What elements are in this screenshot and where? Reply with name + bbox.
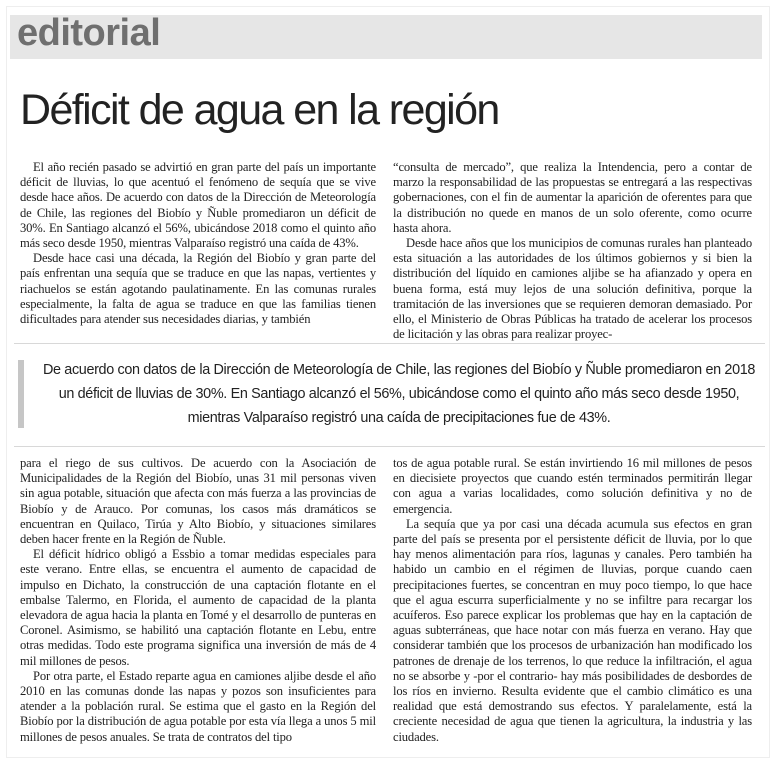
headline: Déficit de agua en la región bbox=[20, 86, 499, 134]
body-column-4 bbox=[393, 456, 752, 745]
paragraph: La sequía que ya por casi una década acumula sus efectos en gran parte del país se presenta por el persistente déficit de lluvia, por lo que hay menos alimentación para ríos, lagunas y canales. Pero también ha habido un cambio en el régimen de lluvias, porque cuando caen precipitaciones fuertes, se concentran en muy poco tiempo, lo que hace que el agua escurra superficialmente y no se infiltre para recargar los acuíferos. Eso parece explicar los problemas que hay en la captación de aguas subterráneas, que hace notar con más fuerza en verano. Hay que considerar también que los procesos de urbanización han modificado los patrones de drenaje de los terrenos, lo que reduce la infiltración, el agua no se absorbe y -por el contrario- hay más posibilidades de desbordes de los ríos en invierno. Resulta evidente que el cambio climático es una realidad que está demostrando sus efectos. Y paralelamente, está la creciente necesidad de agua que tienen la agricultura, la industria y las ciudades. bbox=[393, 516, 752, 744]
paragraph: tos de agua potable rural. Se están invirtiendo 16 mil millones de pesos en diecisiete proyectos que cuando estén terminados permitirán llegar con agua a varias localidades, como solución definitiva y no de emergencia. bbox=[393, 456, 752, 516]
paragraph: El déficit hídrico obligó a Essbio a tomar medidas especiales para este verano. Entre ellas, se encuentra el aumento de capacidad de impulso en Dichato, la construcción de una captación flotante en el embalse Talermo, en Florida, el aumento de capacidad de la planta elevadora de agua hacia la planta en Tomé y el desarrollo de punteras en Coronel. Asimismo, se habilitó una captación flotante en Lebu, entre otras medidas. Todo este programa significa una inversión de más de 4 mil millones de pesos. bbox=[20, 547, 376, 668]
pull-quote: De acuerdo con datos de la Dirección de Meteorología de Chile, las regiones del Biobío y Ñuble promediaron en 2018 un déficit de lluvias de 30%. En Santiago alcanzó el 56%, ubicándose como el quinto año más seco desde 1950, mientras Valparaíso registró una caída de precipitaciones fue de 43%. bbox=[42, 362, 756, 426]
body-column-1 bbox=[20, 160, 376, 327]
paragraph: El año recién pasado se advirtió en gran parte del país un importante déficit de lluvias, lo que acentuó el fenómeno de sequía que se vive desde hace años. De acuerdo con datos de la Dirección de Meteorología de Chile, las regiones del Biobío y Ñuble promediaron un déficit de 30%. En Santiago alcanzó el 56%, ubicándose 2018 como el quinto año más seco desde 1950, mientras Valparaíso registró una caída de 43%. bbox=[20, 160, 376, 251]
paragraph: para el riego de sus cultivos. De acuerdo con la Asociación de Municipalidades de la Región del Biobío, unas 31 mil personas viven sin agua potable, situación que afecta con más fuerza a las provincias de Biobío y de Arauco. Por comunas, los casos más dramáticos se encuentran en Quilaco, Tirúa y Alto Biobío, y situaciones similares deben hacer frente en la Región de Ñuble. bbox=[20, 456, 376, 547]
paragraph: Desde hace años que los municipios de comunas rurales han planteado esta situación a las autoridades de los últimos gobiernos y si bien la distribución del líquido en camiones aljibe se ha afianzado y opera en buena forma, está muy lejos de una solución definitiva, porque la tramitación de las inversiones que se requieren demoran demasiado. Por ello, el Ministerio de Obras Públicas ha tratado de acelerar los procesos de licitación y las obras para realizar proyec- bbox=[393, 236, 752, 342]
paragraph: Por otra parte, el Estado reparte agua en camiones aljibe desde el año 2010 en las comunas donde las napas y pozos son insuficientes para atender a la población rural. Se estima que el gasto en la Región del Biobío por la distribución de agua potable por esta vía llega a unos 5 mil millones de pesos anuales. Se trata de contratos del tipo bbox=[20, 668, 376, 744]
paragraph: “consulta de mercado”, que realiza la Intendencia, pero a contar de marzo la responsabilidad de las propuestas se entregará a las respectivas gobernaciones, con el fin de aumentar la aparición de oferentes para que la distribución no quede en manos de un solo oferente, como ocurre hasta ahora. bbox=[393, 160, 752, 235]
pull-quote-bar bbox=[18, 360, 24, 428]
body-column-2 bbox=[393, 160, 752, 342]
body-column-3 bbox=[20, 456, 376, 745]
paragraph: Desde hace casi una década, la Región del Biobío y gran parte del país enfrentan una sequía que se traduce en que las napas, vertientes y riachuelos se están agotando paulatinamente. En las comunas rurales especialmente, la falta de agua se traduce en que las familias tienen dificultades para atender sus necesidades diarias, y también bbox=[20, 251, 376, 327]
section-label: editorial bbox=[17, 12, 161, 54]
